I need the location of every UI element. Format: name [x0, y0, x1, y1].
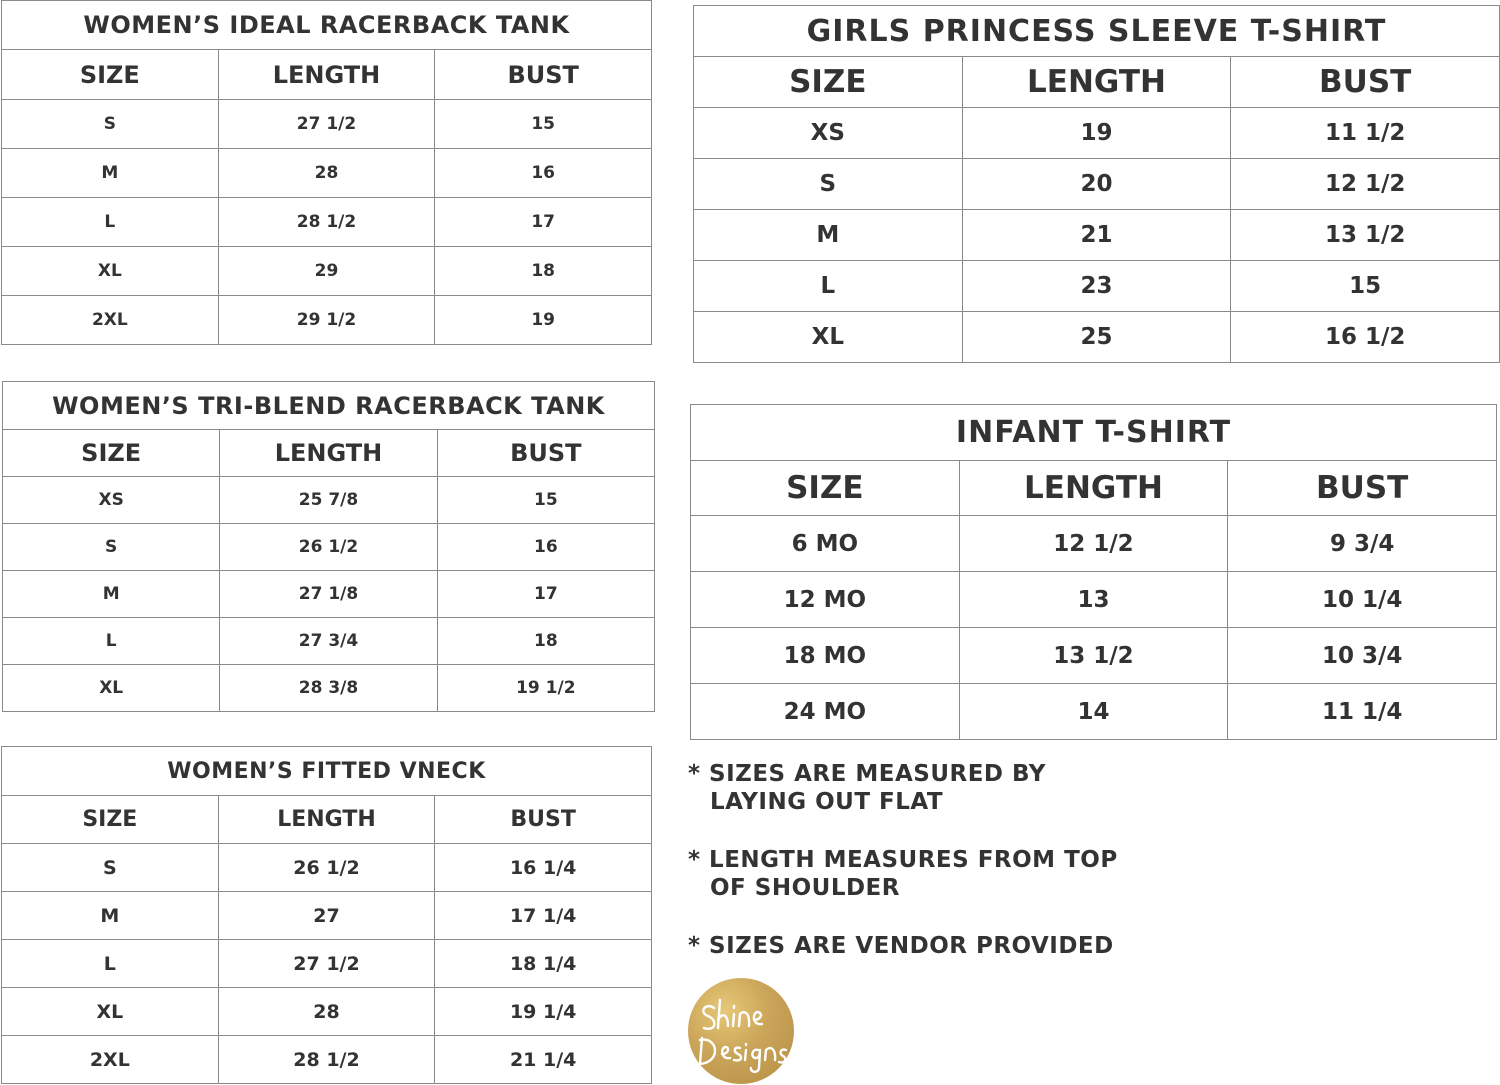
bust-cell: 19 1/4 [435, 988, 652, 1036]
column-header-length: LENGTH [959, 461, 1228, 516]
size-cell: 6 MO [691, 516, 960, 572]
size-cell: M [2, 149, 219, 198]
column-header-bust: BUST [435, 50, 652, 100]
size-cell: XS [694, 108, 963, 159]
size-table-girls-princess-sleeve-tshirt [693, 5, 1500, 363]
column-header-bust: BUST [437, 430, 654, 477]
length-cell: 21 [962, 210, 1231, 261]
column-header-size: SIZE [691, 461, 960, 516]
size-cell: XL [694, 312, 963, 363]
bust-cell: 15 [435, 100, 652, 149]
size-table-womens-ideal-racerback-tank [1, 0, 652, 345]
length-cell: 25 [962, 312, 1231, 363]
table-row [2, 198, 652, 247]
length-cell: 28 1/2 [218, 198, 435, 247]
table-row [2, 149, 652, 198]
size-cell: S [3, 524, 220, 571]
size-cell: 18 MO [691, 628, 960, 684]
table-row [691, 684, 1497, 740]
note-length-measure [688, 846, 1208, 902]
note-line: * LENGTH MEASURES FROM TOP [688, 847, 1118, 873]
table-row [2, 247, 652, 296]
bust-cell: 18 [435, 247, 652, 296]
size-cell: XL [3, 665, 220, 712]
table-row [2, 892, 652, 940]
table-row [2, 296, 652, 345]
bust-cell: 18 1/4 [435, 940, 652, 988]
column-header-length: LENGTH [962, 57, 1231, 108]
table-title: WOMEN’S FITTED VNECK [2, 747, 652, 796]
logo-lettering-icon [688, 978, 794, 1084]
length-cell: 27 1/2 [218, 100, 435, 149]
length-cell: 14 [959, 684, 1228, 740]
size-cell: 2XL [2, 1036, 219, 1084]
length-cell: 26 1/2 [220, 524, 437, 571]
column-header-size: SIZE [3, 430, 220, 477]
bust-cell: 19 [435, 296, 652, 345]
length-cell: 13 1/2 [959, 628, 1228, 684]
bust-cell: 16 1/2 [1231, 312, 1500, 363]
length-cell: 19 [962, 108, 1231, 159]
bust-cell: 21 1/4 [435, 1036, 652, 1084]
note-line-continued: LAYING OUT FLAT [710, 789, 944, 815]
size-cell: S [2, 100, 219, 149]
size-table-womens-fitted-vneck [1, 746, 652, 1084]
size-cell: L [694, 261, 963, 312]
length-cell: 27 3/4 [220, 618, 437, 665]
size-cell: L [2, 940, 219, 988]
length-cell: 29 [218, 247, 435, 296]
table-row [3, 571, 655, 618]
table-row [2, 844, 652, 892]
column-header-size: SIZE [2, 796, 219, 844]
column-header-bust: BUST [435, 796, 652, 844]
size-cell: S [694, 159, 963, 210]
column-header-bust: BUST [1231, 57, 1500, 108]
column-header-bust: BUST [1228, 461, 1497, 516]
table-title: GIRLS PRINCESS SLEEVE T-SHIRT [694, 6, 1500, 57]
bust-cell: 11 1/4 [1228, 684, 1497, 740]
table-row [691, 516, 1497, 572]
table-title: WOMEN’S TRI-BLEND RACERBACK TANK [3, 382, 655, 430]
bust-cell: 18 [437, 618, 654, 665]
table-row [694, 210, 1500, 261]
table-row [3, 618, 655, 665]
size-cell: S [2, 844, 219, 892]
column-header-length: LENGTH [218, 796, 435, 844]
size-cell: M [3, 571, 220, 618]
table-row [694, 261, 1500, 312]
table-title: WOMEN’S IDEAL RACERBACK TANK [2, 1, 652, 50]
length-cell: 27 1/2 [218, 940, 435, 988]
size-cell: L [2, 198, 219, 247]
bust-cell: 15 [1231, 261, 1500, 312]
length-cell: 28 3/8 [220, 665, 437, 712]
bust-cell: 17 [435, 198, 652, 247]
length-cell: 12 1/2 [959, 516, 1228, 572]
size-cell: 2XL [2, 296, 219, 345]
table-row [691, 628, 1497, 684]
bust-cell: 12 1/2 [1231, 159, 1500, 210]
length-cell: 28 1/2 [218, 1036, 435, 1084]
table-row [2, 988, 652, 1036]
size-cell: XS [3, 477, 220, 524]
bust-cell: 10 1/4 [1228, 572, 1497, 628]
column-header-size: SIZE [694, 57, 963, 108]
length-cell: 25 7/8 [220, 477, 437, 524]
column-header-size: SIZE [2, 50, 219, 100]
size-cell: M [694, 210, 963, 261]
table-row [2, 100, 652, 149]
column-header-length: LENGTH [218, 50, 435, 100]
bust-cell: 16 [435, 149, 652, 198]
size-cell: L [3, 618, 220, 665]
table-row [694, 312, 1500, 363]
bust-cell: 13 1/2 [1231, 210, 1500, 261]
bust-cell: 16 [437, 524, 654, 571]
bust-cell: 11 1/2 [1231, 108, 1500, 159]
length-cell: 20 [962, 159, 1231, 210]
note-measured-flat [688, 760, 1208, 816]
size-cell: M [2, 892, 219, 940]
length-cell: 27 1/8 [220, 571, 437, 618]
column-header-length: LENGTH [220, 430, 437, 477]
length-cell: 13 [959, 572, 1228, 628]
bust-cell: 17 1/4 [435, 892, 652, 940]
size-cell: XL [2, 247, 219, 296]
bust-cell: 19 1/2 [437, 665, 654, 712]
length-cell: 27 [218, 892, 435, 940]
table-row [2, 940, 652, 988]
table-row [691, 572, 1497, 628]
note-line-continued: OF SHOULDER [710, 875, 900, 901]
size-table-infant-tshirt [690, 404, 1497, 740]
note-vendor-provided [688, 932, 1208, 960]
length-cell: 23 [962, 261, 1231, 312]
note-line: * SIZES ARE VENDOR PROVIDED [688, 933, 1114, 959]
size-cell: 24 MO [691, 684, 960, 740]
bust-cell: 15 [437, 477, 654, 524]
size-cell: 12 MO [691, 572, 960, 628]
length-cell: 28 [218, 149, 435, 198]
size-table-womens-tri-blend-racerback-tank [2, 381, 655, 712]
length-cell: 29 1/2 [218, 296, 435, 345]
size-cell: XL [2, 988, 219, 1036]
table-row [2, 1036, 652, 1084]
table-row [3, 524, 655, 571]
length-cell: 26 1/2 [218, 844, 435, 892]
table-row [3, 665, 655, 712]
table-title: INFANT T-SHIRT [691, 405, 1497, 461]
shine-designs-logo [688, 978, 794, 1084]
bust-cell: 17 [437, 571, 654, 618]
size-notes [688, 760, 1208, 990]
bust-cell: 16 1/4 [435, 844, 652, 892]
bust-cell: 9 3/4 [1228, 516, 1497, 572]
note-line: * SIZES ARE MEASURED BY [688, 761, 1046, 787]
table-row [3, 477, 655, 524]
bust-cell: 10 3/4 [1228, 628, 1497, 684]
length-cell: 28 [218, 988, 435, 1036]
table-row [694, 108, 1500, 159]
table-row [694, 159, 1500, 210]
